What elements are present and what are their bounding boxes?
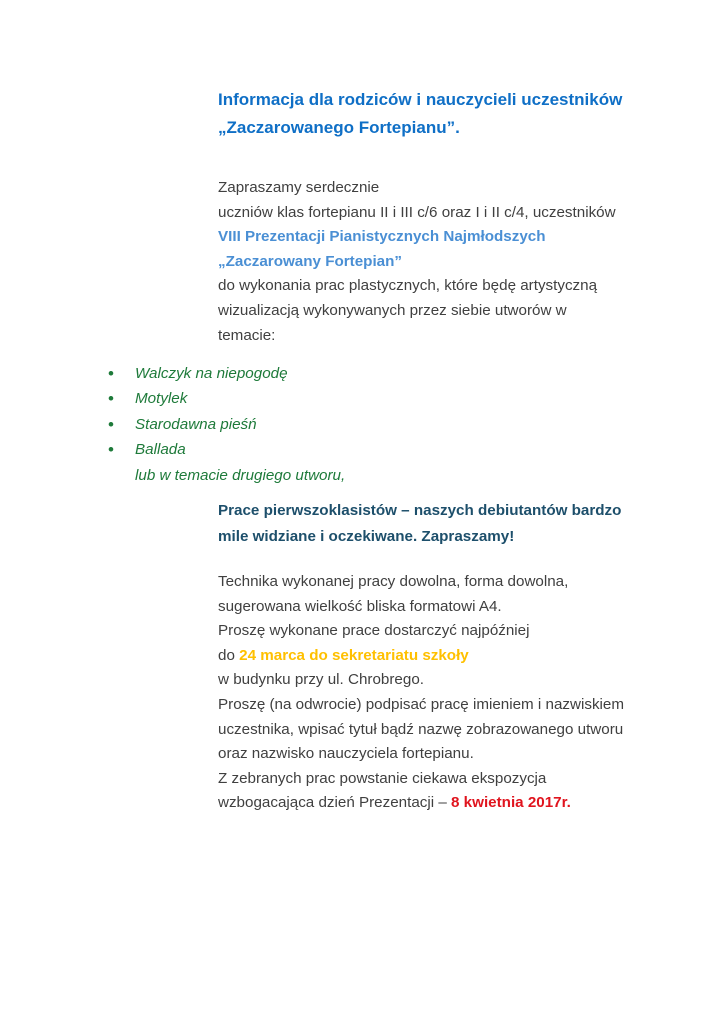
details-line-3: Proszę wykonane prace dostarczyć najpóźniej: [218, 622, 530, 640]
intro-line-1: Zapraszamy serdecznie: [218, 179, 380, 196]
details-line-8: oraz nazwisko nauczyciela fortepianu.: [218, 745, 474, 763]
details-line-7: uczestnika, wpisać tytuł bądź nazwę zobrazowanego utworu: [218, 720, 624, 738]
details-line-9: Z zebranych prac powstanie ciekawa ekspozycja: [218, 769, 547, 787]
invite-line-2: mile widziane i oczekiwane. Zapraszamy!: [218, 527, 515, 545]
topic-item: [108, 437, 608, 462]
details-line-2: sugerowana wielkość bliska formatowi A4.: [218, 597, 502, 615]
details-line-10: [218, 791, 688, 816]
intro-paragraph: [218, 176, 688, 348]
event-date-text: 8 kwietnia 2017r.: [451, 794, 571, 812]
intro-line-5: temacie:: [218, 326, 276, 344]
event-name-line-1: VIII Prezentacji Pianistycznych Najmłodszych: [218, 228, 546, 246]
topic-item: [108, 412, 608, 437]
invite-line-1: Prace pierwszoklasistów – naszych debiutantów bardzo: [218, 502, 622, 519]
topic-label: Ballada: [135, 441, 186, 459]
details-line-6: Proszę (na odwrocie) podpisać pracę imieniem i nazwiskiem: [218, 695, 625, 713]
document-title: [218, 86, 698, 142]
details-line-1: Technika wykonanej pracy dowolna, forma dowolna,: [218, 573, 569, 590]
details-line-5: w budynku przy ul. Chrobrego.: [218, 671, 424, 689]
event-name-line-2: „Zaczarowany Fortepian”: [218, 252, 402, 270]
details-paragraph: [218, 570, 688, 816]
invite-paragraph: [218, 498, 688, 549]
bullet-icon: •: [108, 414, 114, 434]
event-date-prefix: wzbogacająca dzień Prezentacji –: [218, 794, 452, 812]
details-line-4: [218, 644, 688, 669]
title-line-1: Informacja dla rodziców i nauczycieli uczestników: [218, 90, 623, 109]
topic-item: [108, 386, 608, 411]
bullet-icon: •: [108, 440, 114, 460]
title-line-2: „Zaczarowanego Fortepianu”.: [218, 118, 460, 137]
topics-list: [108, 361, 608, 488]
topic-label: Walczyk na niepogodę: [135, 365, 288, 382]
bullet-icon: •: [108, 364, 114, 383]
intro-line-3: do wykonania prac plastycznych, które będę artystyczną: [218, 277, 598, 295]
topic-label: Motylek: [135, 390, 188, 408]
deadline-text: 24 marca do sekretariatu szkoły: [239, 646, 469, 664]
topic-label: Starodawna pieśń: [135, 415, 257, 433]
intro-line-4: wizualizacją wykonywanych przez siebie utworów w: [218, 301, 567, 319]
topic-item: [108, 361, 608, 386]
bullet-icon: •: [108, 389, 114, 409]
topics-tail: lub w temacie drugiego utworu,: [135, 466, 346, 484]
intro-line-2: uczniów klas fortepianu II i III c/6 oraz I i II c/4, uczestników: [218, 203, 616, 221]
deadline-prefix: do: [218, 646, 240, 664]
